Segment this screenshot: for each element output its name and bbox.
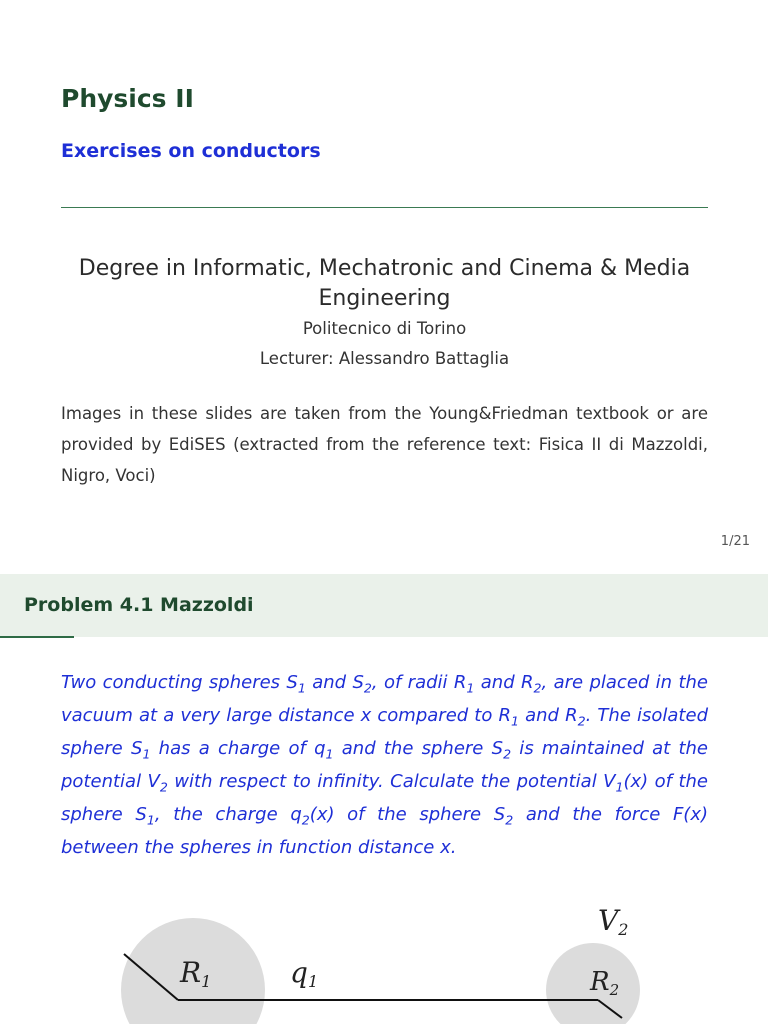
label-r1: R1: [180, 956, 212, 991]
page-number: 1/21: [720, 534, 750, 549]
frame-title: Problem 4.1 Mazzoldi: [24, 594, 254, 616]
label-v2: V2: [598, 904, 629, 939]
university-name: Politecnico di Torino: [302, 319, 467, 338]
presentation-title: Physics II: [61, 84, 194, 113]
title-divider: [61, 207, 708, 208]
image-credits: Images in these slides are taken from the Young&Friedman textbook or are provided by EdiSES (extracted from the reference text: Fisica II di Mazzoldi, Nigro, Voci): [61, 404, 708, 485]
lecturer-name: Lecturer: Alessandro Battaglia: [259, 349, 510, 368]
spheres-figure: [0, 890, 768, 1024]
frame-title-underline: [0, 636, 74, 638]
degree-program: Degree in Informatic, Mechatronic and Cinema & Media Engineering: [78, 256, 691, 311]
label-q1: q1: [290, 956, 319, 991]
label-r2: R2: [590, 967, 620, 999]
problem-statement: Two conducting spheres $S_1$ and $S_2$, of radii $R_1$ and $R_2$, are placed in the vacuum at a very large distance x compared to $R_1$ and $R_2$. The isolated sphere $S_1$ has a charge of $q_1$ and the sphere $S_2$ is maintained at the potential $V_2$ with respect to infinity. Calculate the potential $V_1(x)$ of the sphere $S_1$, the charge $q_2(x)$ of the sphere $S_2$ and the force F(x) between the spheres in function distance x.: [61, 672, 709, 858]
spheres-diagram: [0, 890, 768, 1024]
presentation-subtitle: Exercises on conductors: [61, 140, 321, 162]
